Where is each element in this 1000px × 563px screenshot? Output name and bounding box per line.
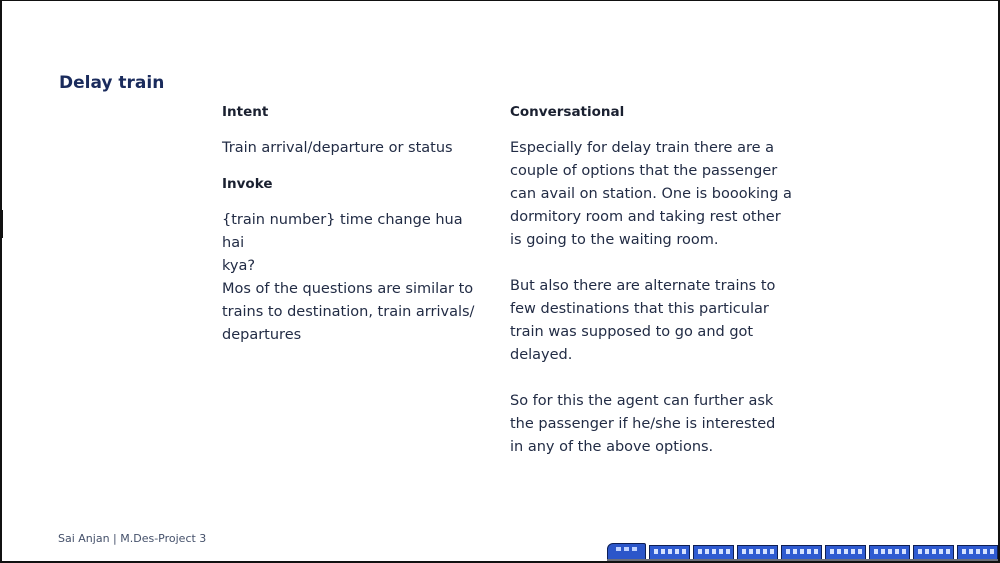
- left-edge-marker: [0, 210, 3, 238]
- invoke-heading: Invoke: [222, 176, 273, 192]
- train-coach-icon: [825, 545, 866, 560]
- invoke-line: departures: [222, 327, 302, 343]
- locomotive-icon: [607, 543, 646, 560]
- train-illustration-icon: [607, 540, 998, 560]
- footer-credit: Sai Anjan | M.Des-Project 3: [58, 532, 207, 545]
- train-coach-icon: [649, 545, 690, 560]
- intent-text: Train arrival/departure or status: [222, 140, 453, 156]
- paragraph-line: Especially for delay train there are a: [510, 140, 775, 156]
- conversational-paragraph-3: [510, 390, 800, 459]
- paragraph-line: couple of options that the passenger: [510, 163, 778, 179]
- train-coach-icon: [693, 545, 734, 560]
- paragraph-line: is going to the waiting room.: [510, 232, 719, 248]
- paragraph-line: dormitory room and taking rest other: [510, 209, 781, 225]
- invoke-text: [222, 209, 482, 347]
- train-coach-icon: [869, 545, 910, 560]
- invoke-line: {train number} time change hua hai: [222, 212, 463, 251]
- conversational-paragraph-1: [510, 137, 800, 252]
- invoke-line: Mos of the questions are similar to: [222, 281, 474, 297]
- train-coach-icon: [737, 545, 778, 560]
- intent-heading: Intent: [222, 104, 269, 120]
- invoke-line: kya?: [222, 258, 256, 274]
- paragraph-line: So for this the agent can further ask: [510, 393, 774, 409]
- paragraph-line: in any of the above options.: [510, 439, 714, 455]
- paragraph-line: can avail on station. One is boooking a: [510, 186, 792, 202]
- paragraph-line: delayed.: [510, 347, 573, 363]
- train-coach-icon: [781, 545, 822, 560]
- left-column: [222, 103, 482, 347]
- paragraph-line: But also there are alternate trains to: [510, 278, 776, 294]
- conversational-paragraph-2: [510, 275, 800, 367]
- paragraph-line: train was supposed to go and got: [510, 324, 754, 340]
- conversational-heading: Conversational: [510, 104, 625, 120]
- paragraph-line: the passenger if he/she is interested: [510, 416, 776, 432]
- train-coach-icon: [913, 545, 954, 560]
- right-column: [510, 103, 800, 459]
- paragraph-line: few destinations that this particular: [510, 301, 769, 317]
- rail-track: [607, 559, 998, 561]
- train-coach-icon: [957, 545, 998, 560]
- slide-title: Delay train: [59, 73, 165, 93]
- invoke-line: trains to destination, train arrivals/: [222, 304, 475, 320]
